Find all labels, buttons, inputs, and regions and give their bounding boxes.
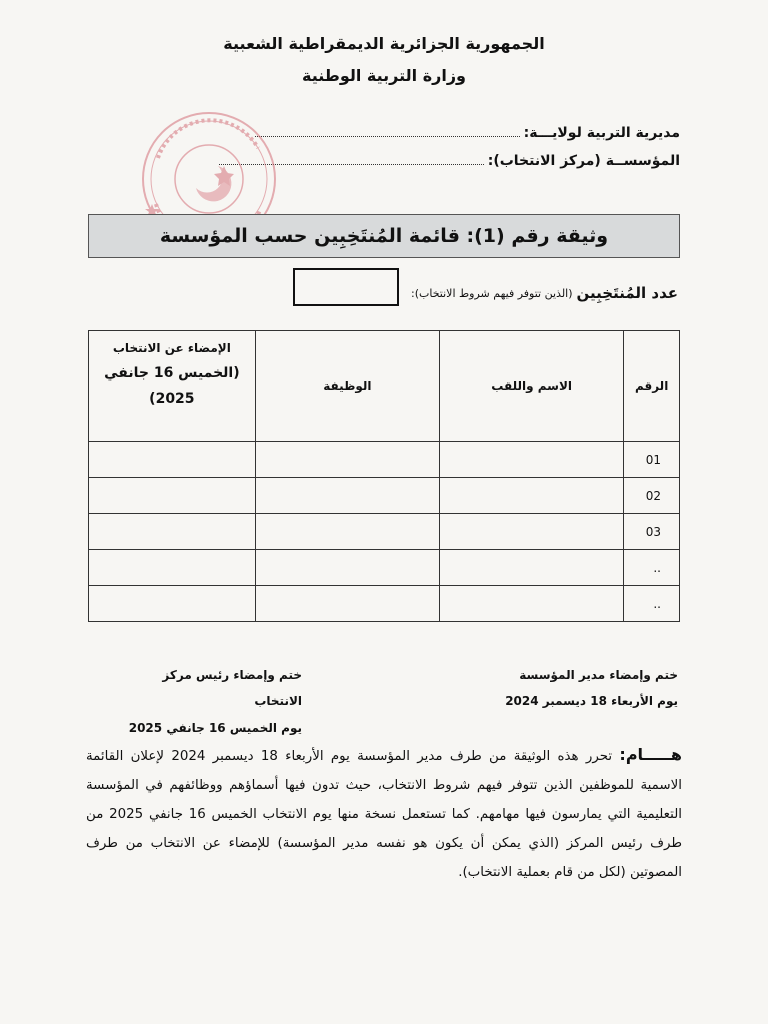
name-cell[interactable] (440, 514, 624, 550)
row-number: 03 (624, 514, 680, 550)
table-row (89, 478, 680, 514)
row-number: 01 (624, 442, 680, 478)
row-number: 02 (624, 478, 680, 514)
job-cell[interactable] (255, 514, 439, 550)
table-row (89, 514, 680, 550)
center-head-signature-block (122, 662, 302, 741)
signature-cell[interactable] (89, 550, 256, 586)
signature-cell[interactable] (89, 442, 256, 478)
signature-cell[interactable] (89, 478, 256, 514)
job-cell[interactable] (255, 478, 439, 514)
director-signature-block (505, 662, 678, 715)
director-signature-title: ختم وإمضاء مدير المؤسسة (519, 668, 678, 682)
voters-count-label: عدد المُنتَخِبِين (576, 284, 678, 302)
name-cell[interactable] (440, 442, 624, 478)
directorate-blank (255, 124, 520, 137)
name-cell[interactable] (440, 550, 624, 586)
header-job: الوظيفة (255, 331, 439, 442)
document-title: وثيقة رقم (1): قائمة المُنتَخِبِين حسب المؤسسة (88, 214, 680, 258)
header-signature-line3: 2025) (149, 391, 195, 408)
header-signature-line1: الإمضاء عن الانتخاب (112, 341, 231, 355)
voters-count-row (411, 284, 678, 302)
row-number: .. (624, 586, 680, 622)
important-note (86, 740, 682, 887)
directorate-field (255, 124, 680, 141)
table-header-row (89, 331, 680, 442)
job-cell[interactable] (255, 442, 439, 478)
voters-count-note: (الذين تتوفر فيهم شروط الانتخاب): (410, 286, 573, 300)
republic-heading: الجمهورية الجزائرية الديمقراطية الشعبية (223, 34, 545, 53)
signature-cell[interactable] (89, 586, 256, 622)
director-signature-date: يوم الأربعاء 18 ديسمبر 2024 (505, 694, 678, 709)
important-note-keyword: هـــــام: (619, 745, 682, 764)
name-cell[interactable] (440, 586, 624, 622)
important-note-text: تحرر هذه الوثيقة من طرف مدير المؤسسة يوم الأربعاء 18 ديسمبر 2024 لإعلان القائمة الاسمية للموظفين الذين تتوفر فيهم شروط الانتخاب، حيث تدون فيها أسماؤهم ووظائفهم في المؤسسة التعليمية التي يمارسون فيها مهامهم. كما تستعمل نسخة منها يوم الانتخاب الخميس 16 جانفي 2025 من طرف رئيس المركز (الذي يمكن أن يكون هو نفسه مدير المؤسسة) للإمضاء عن الانتخاب من طرف المصوتين (لكل من قام بعملية الانتخاب). (86, 749, 682, 880)
voters-count-box[interactable] (293, 268, 399, 306)
directorate-label: مديرية التربية لولايـــة: (523, 125, 680, 141)
table-row (89, 442, 680, 478)
header-signature (89, 331, 256, 442)
signature-cell[interactable] (89, 514, 256, 550)
header-signature-line2: (الخميس 16 جانفي (104, 364, 240, 381)
job-cell[interactable] (255, 550, 439, 586)
header-name: الاسم واللقب (440, 331, 624, 442)
name-cell[interactable] (440, 478, 624, 514)
job-cell[interactable] (255, 586, 439, 622)
center-head-signature-title: ختم وإمضاء رئيس مركز الانتخاب (162, 668, 302, 709)
center-head-signature-date: يوم الخميس 16 جانفي 2025 (128, 720, 302, 735)
voters-table (88, 330, 680, 622)
header-number: الرقم (624, 331, 680, 442)
row-number: .. (624, 550, 680, 586)
institution-label: المؤسســة (مركز الانتخاب): (487, 153, 680, 169)
table-row (89, 586, 680, 622)
table-row (89, 550, 680, 586)
ministry-heading: وزارة التربية الوطنية (301, 66, 466, 85)
institution-field (219, 152, 680, 169)
